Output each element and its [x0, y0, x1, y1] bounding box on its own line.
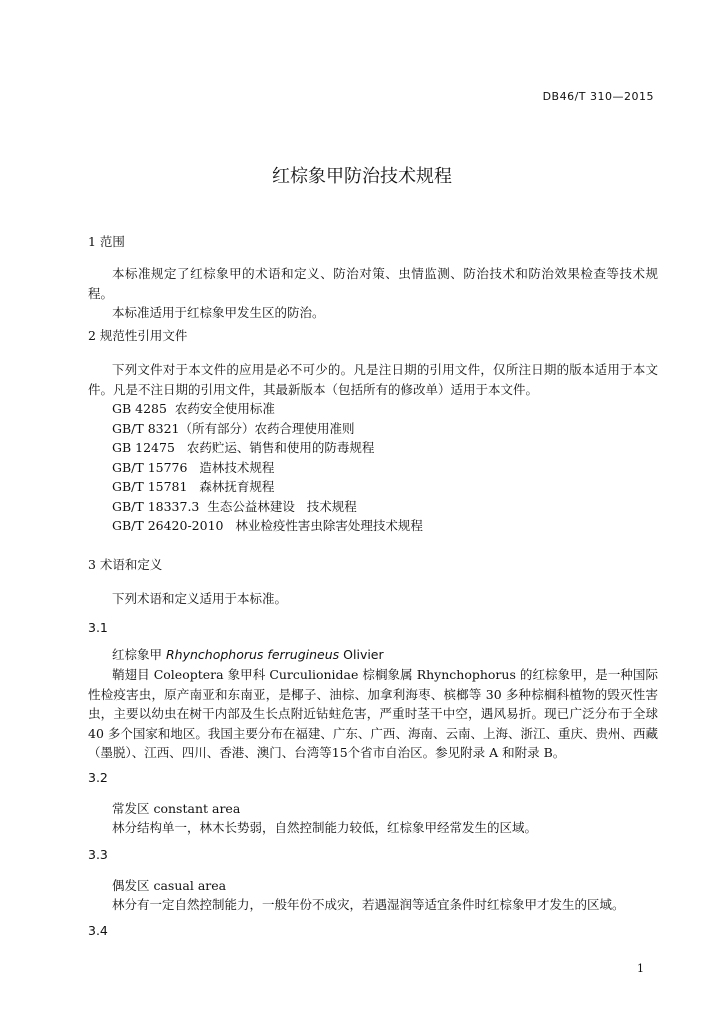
clause-3-3-term: 偶发区 casual area	[112, 878, 227, 893]
term-chinese: 红棕象甲	[112, 647, 163, 662]
term-latin-name: Rhynchophorus ferrugineus	[166, 647, 340, 662]
section-3-intro	[88, 589, 658, 609]
clause-3-2-definition-text: 林分结构单一，林木长势弱，自然控制能力较低，红棕象甲经常发生的区域。	[112, 820, 538, 835]
section-2-intro-text: 下列文件对于本文件的应用是必不可少的。凡是注日期的引用文件，仅所注日期的版本适用于本文件。凡是不注日期的引用文件，其最新版本（包括所有的修改单）适用于本文件。	[88, 362, 658, 397]
normative-reference-list	[112, 399, 423, 536]
reference-item: GB/T 18337.3 生态公益林建设 技术规程	[112, 498, 357, 514]
section-2-heading: 2 规范性引用文件	[88, 328, 188, 343]
clause-3-1-number: 3.1	[88, 620, 108, 635]
section-3-intro-text: 下列术语和定义适用于本标准。	[112, 591, 288, 606]
clause-3-1-definition	[88, 665, 658, 763]
section-1-body	[88, 264, 658, 323]
reference-item: GB 4285 农药安全使用标准	[112, 401, 275, 416]
section-1-paragraph-1: 本标准规定了红棕象甲的术语和定义、防治对策、虫情监测、防治技术和防治效果检查等技术规程。	[88, 266, 658, 301]
document-title: 红棕象甲防治技术规程	[272, 166, 452, 187]
section-3-heading: 3 术语和定义	[88, 557, 163, 572]
section-1-paragraph-2: 本标准适用于红棕象甲发生区的防治。	[112, 305, 325, 320]
page-number: 1	[637, 962, 644, 975]
reference-item: GB/T 8321（所有部分）农药合理使用准则	[112, 420, 355, 436]
clause-3-2-definition	[88, 818, 658, 838]
section-2-intro	[88, 360, 658, 399]
clause-3-2-number: 3.2	[88, 770, 108, 785]
section-1-heading: 1 范围	[88, 234, 125, 249]
reference-item: GB/T 26420-2010 林业检疫性害虫除害处理技术规程	[112, 518, 423, 533]
clause-3-1-term	[112, 645, 384, 663]
clause-3-1-definition-text: 鞘翅目 Coleoptera 象甲科 Curculionidae 棕榈象属 Rhynchophorus 的红棕象甲，是一种国际性检疫害虫，原产南亚和东南亚，是椰子、油棕、加拿利海枣、槟榔等 30 多种棕榈科植物的毁灭性害虫，主要以幼虫在树干内部及生长点附近钻蛀危害，严重时茎干中空，遇风易折。现已广泛分布于全球40 多个国家和地区。我国主要分布在福建、广东、广西、海南、云南、上海、浙江、重庆、贵州、西藏（墨脱）、江西、四川、香港、澳门、台湾等15个省市自治区。参见附录 A 和附录 B。	[88, 667, 658, 760]
reference-item: GB/T 15776 造林技术规程	[112, 459, 275, 475]
clause-3-2-term: 常发区 constant area	[112, 801, 241, 816]
reference-item: GB 12475 农药贮运、销售和使用的防毒规程	[112, 440, 375, 455]
standard-number: DB46/T 310—2015	[542, 90, 654, 103]
clause-3-3-number: 3.3	[88, 847, 108, 862]
clause-3-4-number: 3.4	[88, 923, 108, 938]
term-author: Olivier	[343, 647, 384, 662]
reference-item: GB/T 15781 森林抚育规程	[112, 479, 275, 494]
clause-3-3-definition	[88, 895, 658, 915]
clause-3-3-definition-text: 林分有一定自然控制能力，一般年份不成灾，若遇湿润等适宜条件时红棕象甲才发生的区域。	[112, 897, 625, 912]
